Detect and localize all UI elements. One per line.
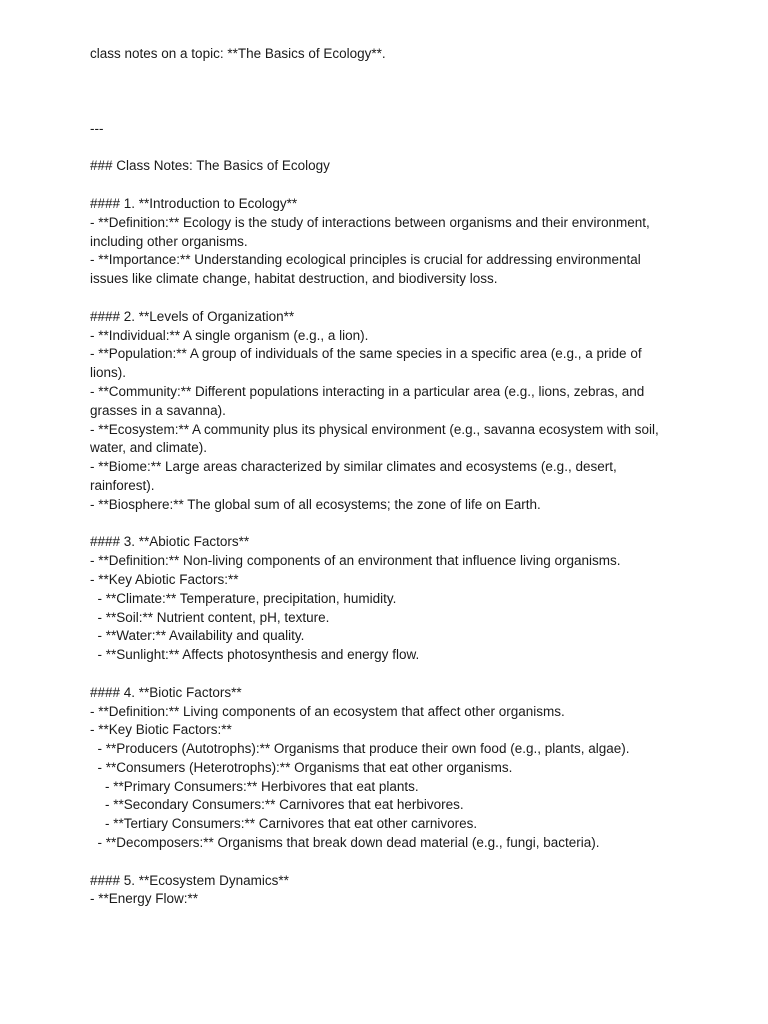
note-line: - **Population:** A group of individuals of the same species in a specific area (e.g., a pride of <box>90 346 642 362</box>
section-2 <box>90 308 690 534</box>
note-line: - **Consumers (Heterotrophs):** Organisms that eat other organisms. <box>90 759 513 775</box>
note-line: - **Community:** Different populations interacting in a particular area (e.g., lions, zebras, and <box>90 383 645 399</box>
note-line: - **Definition:** Living components of an ecosystem that affect other organisms. <box>90 703 565 719</box>
note-line: - **Decomposers:** Organisms that break down dead material (e.g., fungi, bacteria). <box>90 835 600 851</box>
note-line: - **Definition:** Ecology is the study of interactions between organisms and their environment, <box>90 214 650 230</box>
note-line: rainforest). <box>90 477 155 493</box>
note-line: - **Biosphere:** The global sum of all ecosystems; the zone of life on Earth. <box>90 496 541 512</box>
section-3 <box>90 533 690 683</box>
note-line: lions). <box>90 365 127 381</box>
note-line: - **Sunlight:** Affects photosynthesis and energy flow. <box>90 647 420 663</box>
note-line: - **Ecosystem:** A community plus its physical environment (e.g., savanna ecosystem with soil, <box>90 421 659 437</box>
note-line: - **Primary Consumers:** Herbivores that eat plants. <box>90 778 419 794</box>
section-heading: #### 2. **Levels of Organization** <box>90 308 295 324</box>
note-line: - **Biome:** Large areas characterized by similar climates and ecosystems (e.g., desert, <box>90 459 617 475</box>
note-line: - **Climate:** Temperature, precipitation, humidity. <box>90 590 397 606</box>
intro-line: class notes on a topic: **The Basics of Ecology**. <box>90 46 386 61</box>
section-heading: #### 3. **Abiotic Factors** <box>90 534 250 550</box>
note-line: - **Water:** Availability and quality. <box>90 628 305 644</box>
note-line: - **Tertiary Consumers:** Carnivores that eat other carnivores. <box>90 816 478 832</box>
note-line: - **Soil:** Nutrient content, pH, texture. <box>90 609 330 625</box>
document-body <box>90 45 690 909</box>
note-line: issues like climate change, habitat destruction, and biodiversity loss. <box>90 271 498 287</box>
note-line: including other organisms. <box>90 233 248 249</box>
note-line: - **Secondary Consumers:** Carnivores that eat herbivores. <box>90 797 464 813</box>
note-line: - **Key Abiotic Factors:** <box>90 571 239 587</box>
section-5 <box>90 872 690 910</box>
note-line: - **Producers (Autotrophs):** Organisms that produce their own food (e.g., plants, algae). <box>90 741 630 757</box>
section-1 <box>90 195 690 308</box>
note-line: - **Definition:** Non-living components of an environment that influence living organisms. <box>90 553 621 569</box>
note-line: - **Importance:** Understanding ecological principles is crucial for addressing environmental <box>90 252 641 268</box>
note-line: - **Key Biotic Factors:** <box>90 722 232 738</box>
note-line: water, and climate). <box>90 440 208 456</box>
sections-container <box>90 195 690 909</box>
section-heading: #### 4. **Biotic Factors** <box>90 684 242 700</box>
document-title: ### Class Notes: The Basics of Ecology <box>90 158 330 174</box>
note-line: - **Energy Flow:** <box>90 891 199 907</box>
note-line: - **Individual:** A single organism (e.g., a lion). <box>90 327 369 343</box>
section-heading: #### 1. **Introduction to Ecology** <box>90 195 298 211</box>
note-line: grasses in a savanna). <box>90 402 226 418</box>
separator-line: --- <box>90 120 104 136</box>
section-heading: #### 5. **Ecosystem Dynamics** <box>90 872 289 888</box>
section-4 <box>90 684 690 872</box>
